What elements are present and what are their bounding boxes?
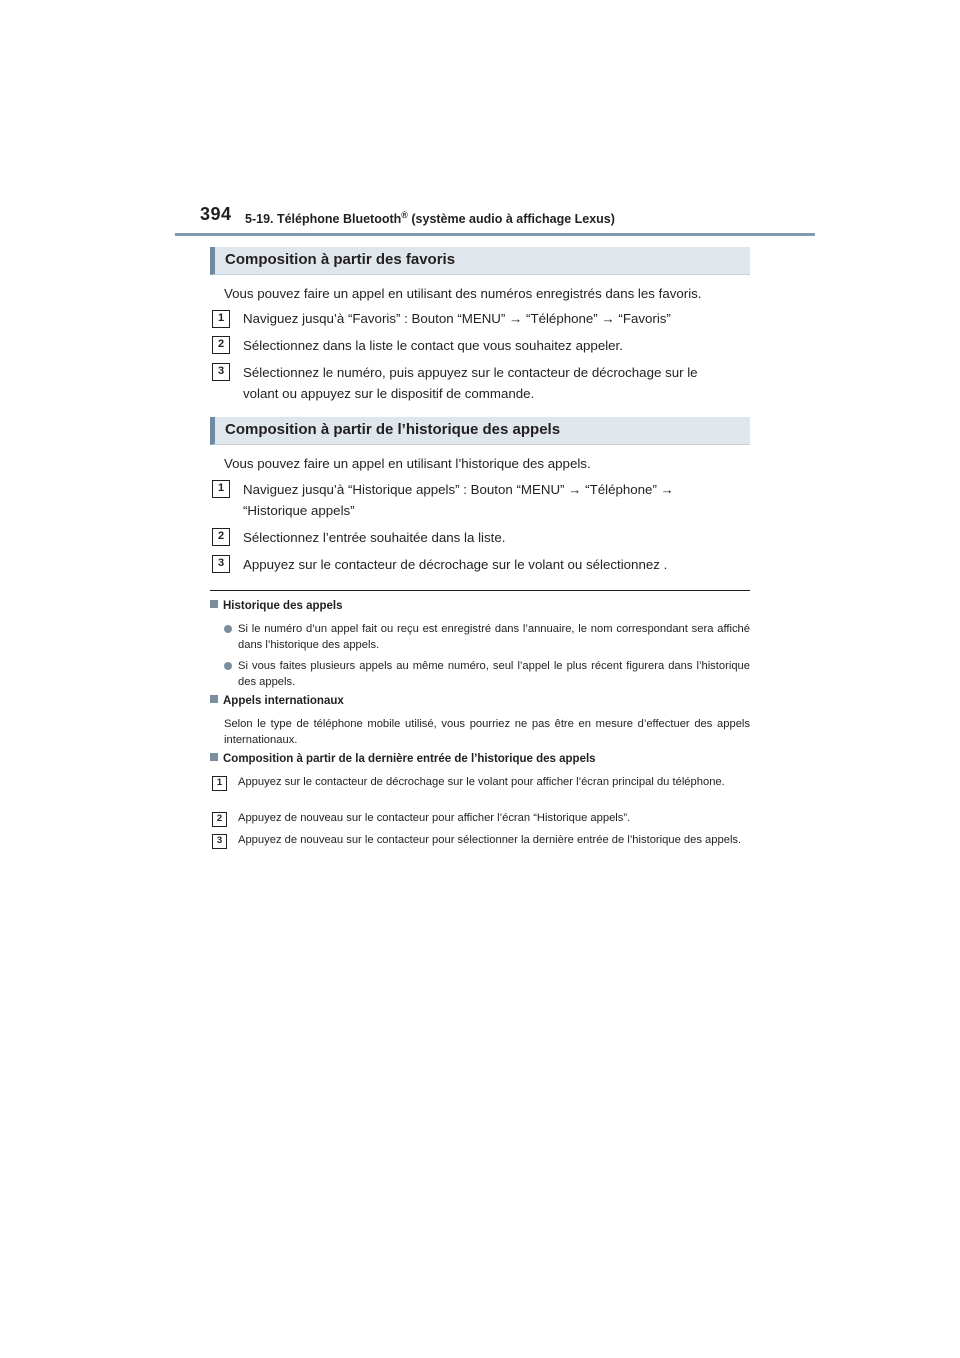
page-number: 394	[200, 204, 232, 224]
note-step-text: Appuyez de nouveau sur le contacteur pour afficher l’écran “Historique appels”.	[238, 812, 631, 824]
chapter-prefix: 5-19. Téléphone Bluetooth	[245, 212, 402, 227]
step-line: Sélectionnez dans la liste le contact que vous souhaitez appeler.	[243, 338, 623, 353]
step-number: 3	[212, 834, 227, 849]
step-text	[243, 308, 748, 329]
note-title-text: Historique des appels	[223, 600, 343, 612]
note-bullet	[224, 658, 750, 690]
note-title-historique	[210, 600, 343, 612]
step-number: 1	[212, 480, 230, 498]
step-line: volant ou appuyez sur le dispositif de commande.	[243, 386, 535, 401]
step-line: Appuyez sur le contacteur de décrochage sur le volant ou sélectionnez .	[243, 557, 668, 572]
step-text	[243, 335, 748, 356]
step-line: Naviguez jusqu’à “Historique appels” : Bouton “MENU” → “Téléphone” →	[243, 482, 674, 497]
step-number: 1	[212, 310, 230, 328]
header-rule	[175, 233, 815, 236]
registered-mark: ®	[401, 210, 408, 220]
step-number: 2	[212, 812, 227, 827]
note-step-text: Appuyez sur le contacteur de décrochage sur le volant pour afficher l’écran principal du téléphone.	[238, 776, 725, 788]
chapter-suffix: (système audio à affichage Lexus)	[407, 212, 615, 227]
step-number: 3	[212, 555, 230, 573]
section-title: Composition à partir de l’historique des appels	[225, 421, 561, 438]
note-bullet-text: Si le numéro d’un appel fait ou reçu est enregistré dans l’annuaire, le nom correspondant sera affiché dans l’historique des appels.	[238, 623, 750, 651]
note-text: Selon le type de téléphone mobile utilisé, vous pourriez ne pas être en mesure d’effectuer des appels internationaux.	[224, 718, 750, 746]
step-line: “Historique appels”	[243, 503, 355, 518]
step-text	[243, 479, 748, 521]
note-title-internationaux	[210, 695, 344, 707]
step-number: 2	[212, 336, 230, 354]
note-title-text: Composition à partir de la dernière entrée de l’historique des appels	[223, 753, 596, 765]
section-divider	[210, 590, 750, 591]
step-line: Naviguez jusqu’à “Favoris” : Bouton “MENU” → “Téléphone” → “Favoris”	[243, 311, 671, 326]
note-title-text: Appels internationaux	[223, 695, 344, 707]
note-bullet	[224, 621, 750, 653]
circle-bullet-icon	[224, 662, 232, 670]
note-title-derniere	[210, 753, 596, 765]
step-line: Sélectionnez le numéro, puis appuyez sur le contacteur de décrochage sur le	[243, 365, 698, 380]
step-text	[243, 554, 748, 575]
step-number: 2	[212, 528, 230, 546]
square-bullet-icon	[210, 753, 218, 761]
step-line: Sélectionnez l’entrée souhaitée dans la liste.	[243, 530, 506, 545]
step-number: 3	[212, 363, 230, 381]
section-title: Composition à partir des favoris	[225, 251, 456, 268]
step-text	[243, 527, 748, 548]
section-header-historique	[210, 417, 750, 445]
circle-bullet-icon	[224, 625, 232, 633]
note-bullet-text: Si vous faites plusieurs appels au même numéro, seul l’appel le plus récent figurera dans l’historique des appels.	[238, 660, 750, 688]
square-bullet-icon	[210, 600, 218, 608]
step-text	[243, 362, 748, 404]
square-bullet-icon	[210, 695, 218, 703]
note-step-text: Appuyez de nouveau sur le contacteur pour sélectionner la dernière entrée de l’historique des appels.	[238, 834, 742, 846]
intro-text: Vous pouvez faire un appel en utilisant l’historique des appels.	[224, 456, 591, 471]
step-number: 1	[212, 776, 227, 791]
intro-text: Vous pouvez faire un appel en utilisant des numéros enregistrés dans les favoris.	[224, 286, 702, 301]
chapter-title	[245, 210, 615, 226]
section-header-favoris	[210, 247, 750, 275]
